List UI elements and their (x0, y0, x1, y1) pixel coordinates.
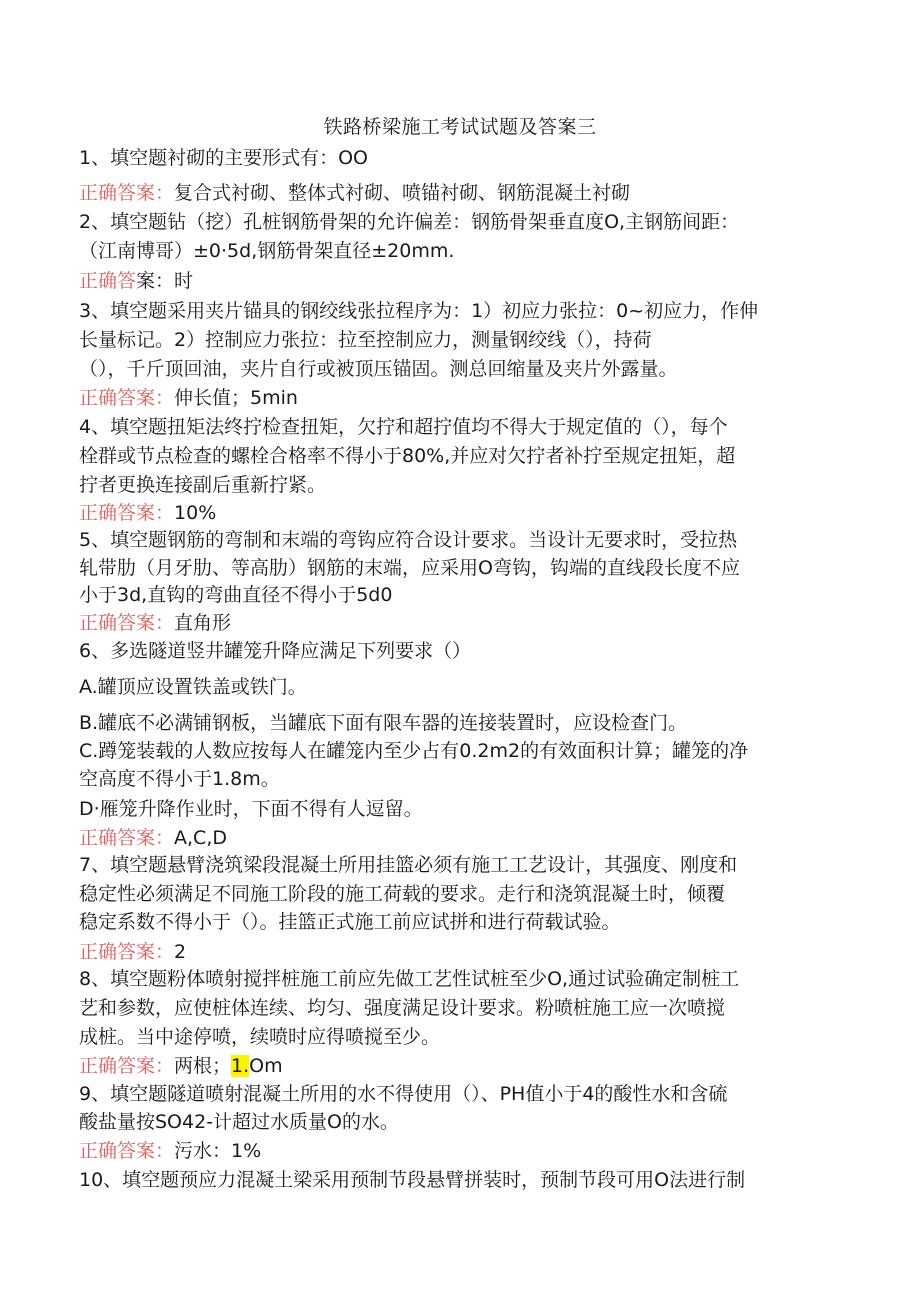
q2-text-1: 2、填空题钻（挖）孔桩钢筋骨架的允许偏差：钢筋骨架垂直度O,主钢筋间距： (79, 211, 740, 233)
q2-text-2: （江南博哥）±0·5d,钢筋骨架直径±20mm. (79, 240, 455, 262)
answer-value: 10% (174, 502, 217, 524)
q6-option-b: B.罐底不必满铺钢板，当罐底下面有限车器的连接装置时，应设检查门。 (79, 712, 688, 734)
q3-text-3: （），千斤顶回油，夹片自行或被顶压锚固。测总回缩量及夹片外露量。 (79, 358, 678, 380)
q6-option-c-1: C.蹲笼装载的人数应按每人在罐笼内至少占有0.2m2的有效面积计算；罐笼的净 (79, 740, 749, 762)
answer-value: 2 (174, 941, 187, 963)
q7-text-3: 稳定系数不得小于（）。挂篮正式施工前应试拼和进行荷载试验。 (79, 911, 621, 933)
q4-answer (79, 500, 849, 526)
answer-label: 正确答案： (79, 827, 175, 849)
q3-answer (79, 385, 849, 411)
q8-text-1: 8、填空题粉体喷射搅拌桩施工前应先做工艺性试桩至少O,通过试验确定制桩工 (79, 968, 740, 990)
q6-option-d: D·雁笼升降作业时，下面不得有人逗留。 (79, 798, 423, 820)
answer-label: 正确答案： (79, 612, 175, 634)
q7-text-1: 7、填空题悬臂浇筑梁段混凝土所用挂篮必须有施工工艺设计，其强度、刚度和 (79, 854, 738, 876)
q6-answer (79, 825, 849, 851)
q3-text-1: 3、填空题采用夹片锚具的钢绞线张拉程序为：1）初应力张拉：0~初应力，作伸 (79, 300, 759, 322)
answer-label: 正确答案： (79, 941, 175, 963)
answer-value: 两根； (174, 1055, 232, 1077)
answer-value: 案：时 (136, 270, 194, 292)
q3-text-2: 长量标记。2）控制应力张拉：拉至控制应力，测量钢绞线（），持荷 (79, 329, 652, 351)
q5-answer (79, 610, 849, 636)
answer-label: 正确答案： (79, 1140, 175, 1162)
q9-text-1: 9、填空题隧道喷射混凝土所用的水不得使用（）、PH值小于4的酸性水和含硫 (79, 1083, 728, 1105)
answer-value: 复合式衬砌、整体式衬砌、喷锚衬砌、钢筋混凝土衬砌 (174, 182, 631, 204)
q5-text-2: 轧带肋（月牙肋、等高肋）钢筋的末端，应采用O弯钩，钩端的直线段长度不应 (79, 557, 740, 579)
q1-text: 1、填空题衬砌的主要形式有：OO (79, 147, 368, 169)
q6-text: 6、多选隧道竖井罐笼升降应满足下列要求（） (79, 640, 472, 662)
answer-label: 正确答案： (79, 387, 175, 409)
q7-answer (79, 939, 849, 965)
highlighted-text: 1. (231, 1055, 250, 1077)
q5-text-3: 小于3d,直钩的弯曲直径不得小于5d0 (79, 584, 393, 606)
q2-answer (79, 268, 849, 294)
q4-text-2: 栓群或节点检查的螺栓合格率不得小于80%,并应对欠拧者补拧至规定扭矩，超 (79, 445, 736, 467)
q6-option-a: A.罐顶应设置铁盖或铁门。 (79, 676, 307, 698)
q1-answer (79, 180, 849, 206)
answer-value: 污水：1% (174, 1140, 262, 1162)
answer-value-unit: Om (249, 1055, 283, 1077)
answer-value: A,C,D (174, 827, 227, 849)
q8-text-3: 成桩。当中途停喷，续喷时应得喷搅至少。 (79, 1026, 441, 1048)
answer-value: 直角形 (174, 612, 232, 634)
q10-text-1: 10、填空题预应力混凝土梁采用预制节段悬臂拼装时，预制节段可用O法进行制 (79, 1169, 746, 1191)
answer-label: 正确答案： (79, 1055, 175, 1077)
answer-label: 正确答 (79, 270, 137, 292)
q5-text-1: 5、填空题钢筋的弯制和末端的弯钩应符合设计要求。当设计无要求时，受拉热 (79, 529, 738, 551)
q9-text-2: 酸盐量按SO42-计超过水质量O的水。 (79, 1111, 400, 1133)
q9-answer (79, 1138, 849, 1164)
answer-label: 正确答案： (79, 182, 175, 204)
doc-title: 铁路桥梁施工考试试题及答案三 (323, 116, 597, 138)
answer-label: 正确答案： (79, 502, 175, 524)
q4-text-3: 拧者更换连接副后重新拧紧。 (79, 474, 327, 496)
q8-text-2: 艺和参数，应使桩体连续、均匀、强度满足设计要求。粉喷桩施工应一次喷搅 (79, 997, 726, 1019)
answer-value: 伸长值；5min (174, 387, 298, 409)
q6-option-c-2: 空高度不得小于1.8m。 (79, 768, 280, 790)
q4-text-1: 4、填空题扭矩法终拧检查扭矩，欠拧和超拧值均不得大于规定值的（），每个 (79, 416, 728, 438)
q7-text-2: 稳定性必须满足不同施工阶段的施工荷载的要求。走行和浇筑混凝土时，倾覆 (79, 883, 726, 905)
q8-answer (79, 1053, 849, 1079)
